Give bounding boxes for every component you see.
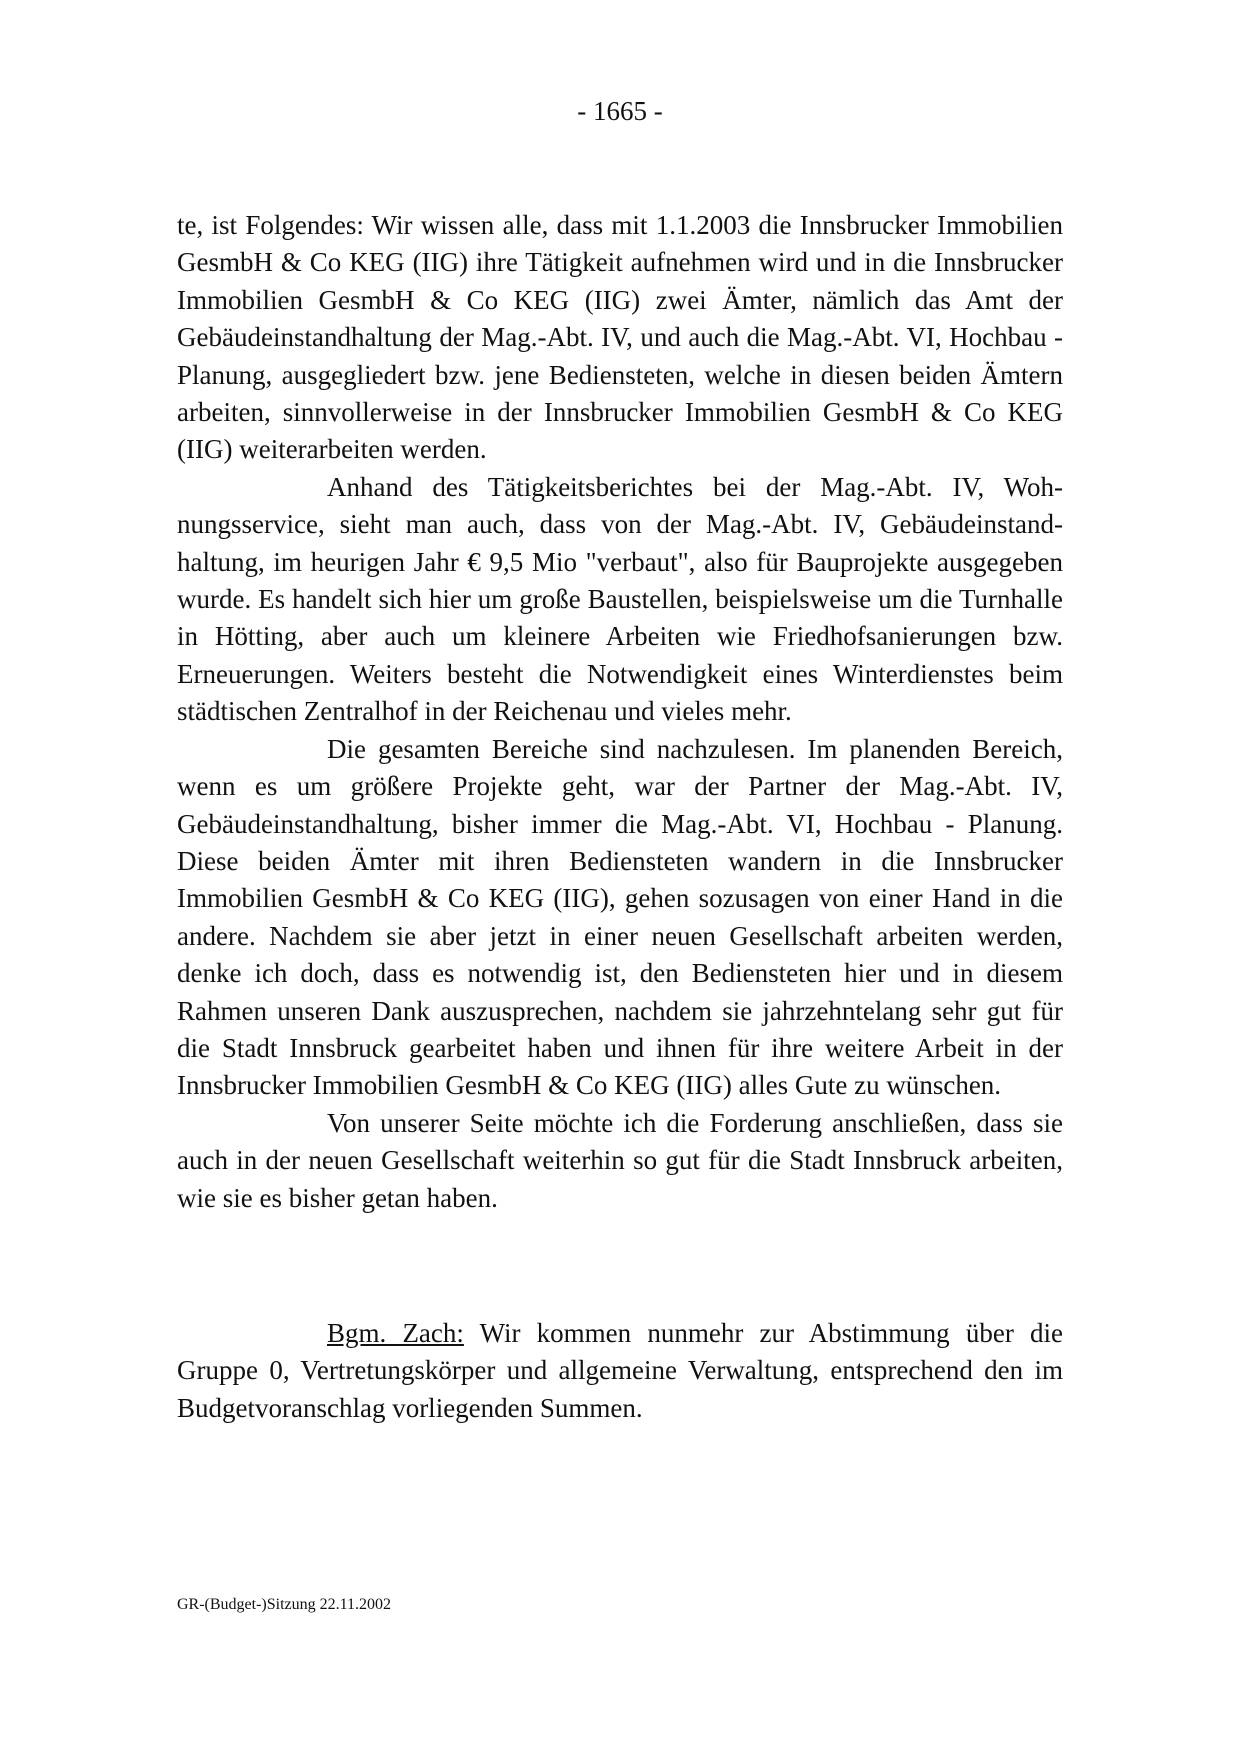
paragraph-demand: Von unserer Seite möchte ich die Forderung anschließen, dass sie auch in der neuen Gesellschaft weiterhin so gut für die Stadt Innsbruck arbeiten, wie sie es bisher getan haben. xyxy=(177,1107,1063,1213)
statement-text: Wir kommen nunmehr zur Abstimmung über die Gruppe 0, Vertretungskörper und allgemeine Verwaltung, entsprechend den im Budgetvoranschlag vorliegenden Summen. xyxy=(177,1317,1063,1423)
page-footer: GR-(Budget-)Sitzung 22.11.2002 xyxy=(177,1596,392,1613)
paragraph-continuation: te, ist Folgendes: Wir wissen alle, dass mit 1.1.2003 die Innsbrucker Immobilien GesmbH & Co KEG (IIG) ihre Tätigkeit aufnehmen wird und in die Innsbrucker Immobilien GesmbH & Co KEG (IIG) zwei Ämter, nämlich das Amt der Gebäudeinstandhaltung der Mag.-Abt. IV, und auch die Mag.-Abt. VI, Hochbau - Planung, ausgegliedert bzw. jene Bediensteten, welche in diesen beiden Ämtern arbeiten, sinnvollerweise in der Innsbrucker Immobilien GesmbH & Co KEG (IIG) weiterarbeiten werden. xyxy=(177,210,1063,465)
body-text xyxy=(177,207,1063,1427)
page-number: - 1665 - xyxy=(577,96,663,126)
paragraph-activity-report: Anhand des Tätigkeitsberichtes bei der Mag.-Abt. IV, Wohnungsservice, sieht man auch, dass von der Mag.-Abt. IV, Gebäudeinstandhaltung, im heurigen Jahr € 9,5 Mio "verbaut", also für Bauprojekte ausgegeben wurde. Es handelt sich hier um große Baustellen, beispielsweise um die Turnhalle in Hötting, aber auch um kleinere Arbeiten wie Friedhofsanierungen bzw. Erneuerungen. Weiters besteht die Notwendigkeit eines Winterdienstes beim städtischen Zentralhof in der Reichenau und vieles mehr. xyxy=(177,471,1063,727)
statement-paragraph xyxy=(177,1315,1063,1427)
speaker-name: Bgm. Zach: xyxy=(327,1317,464,1348)
paragraph-areas-thanks: Die gesamten Bereiche sind nachzulesen. Im planenden Bereich, wenn es um größere Projekte geht, war der Partner der Mag.-Abt. IV, Gebäudeinstandhaltung, bisher immer die Mag.-Abt. VI, Hochbau - Planung. Diese beiden Ämter mit ihren Bediensteten wandern in die Innsbrucker Immobilien GesmbH & Co KEG (IIG), gehen sozusagen von einer Hand in die andere. Nachdem sie aber jetzt in einer neuen Gesellschaft arbeiten werden, denke ich doch, dass es notwendig ist, den Bediensteten hier und in diesem Rahmen unseren Dank auszusprechen, nachdem sie jahrzehntelang sehr gut für die Stadt Innsbruck gearbeitet haben und ihnen für ihre weitere Arbeit in der Innsbrucker Immobilien GesmbH & Co KEG (IIG) alles Gute zu wünschen. xyxy=(177,733,1063,1101)
